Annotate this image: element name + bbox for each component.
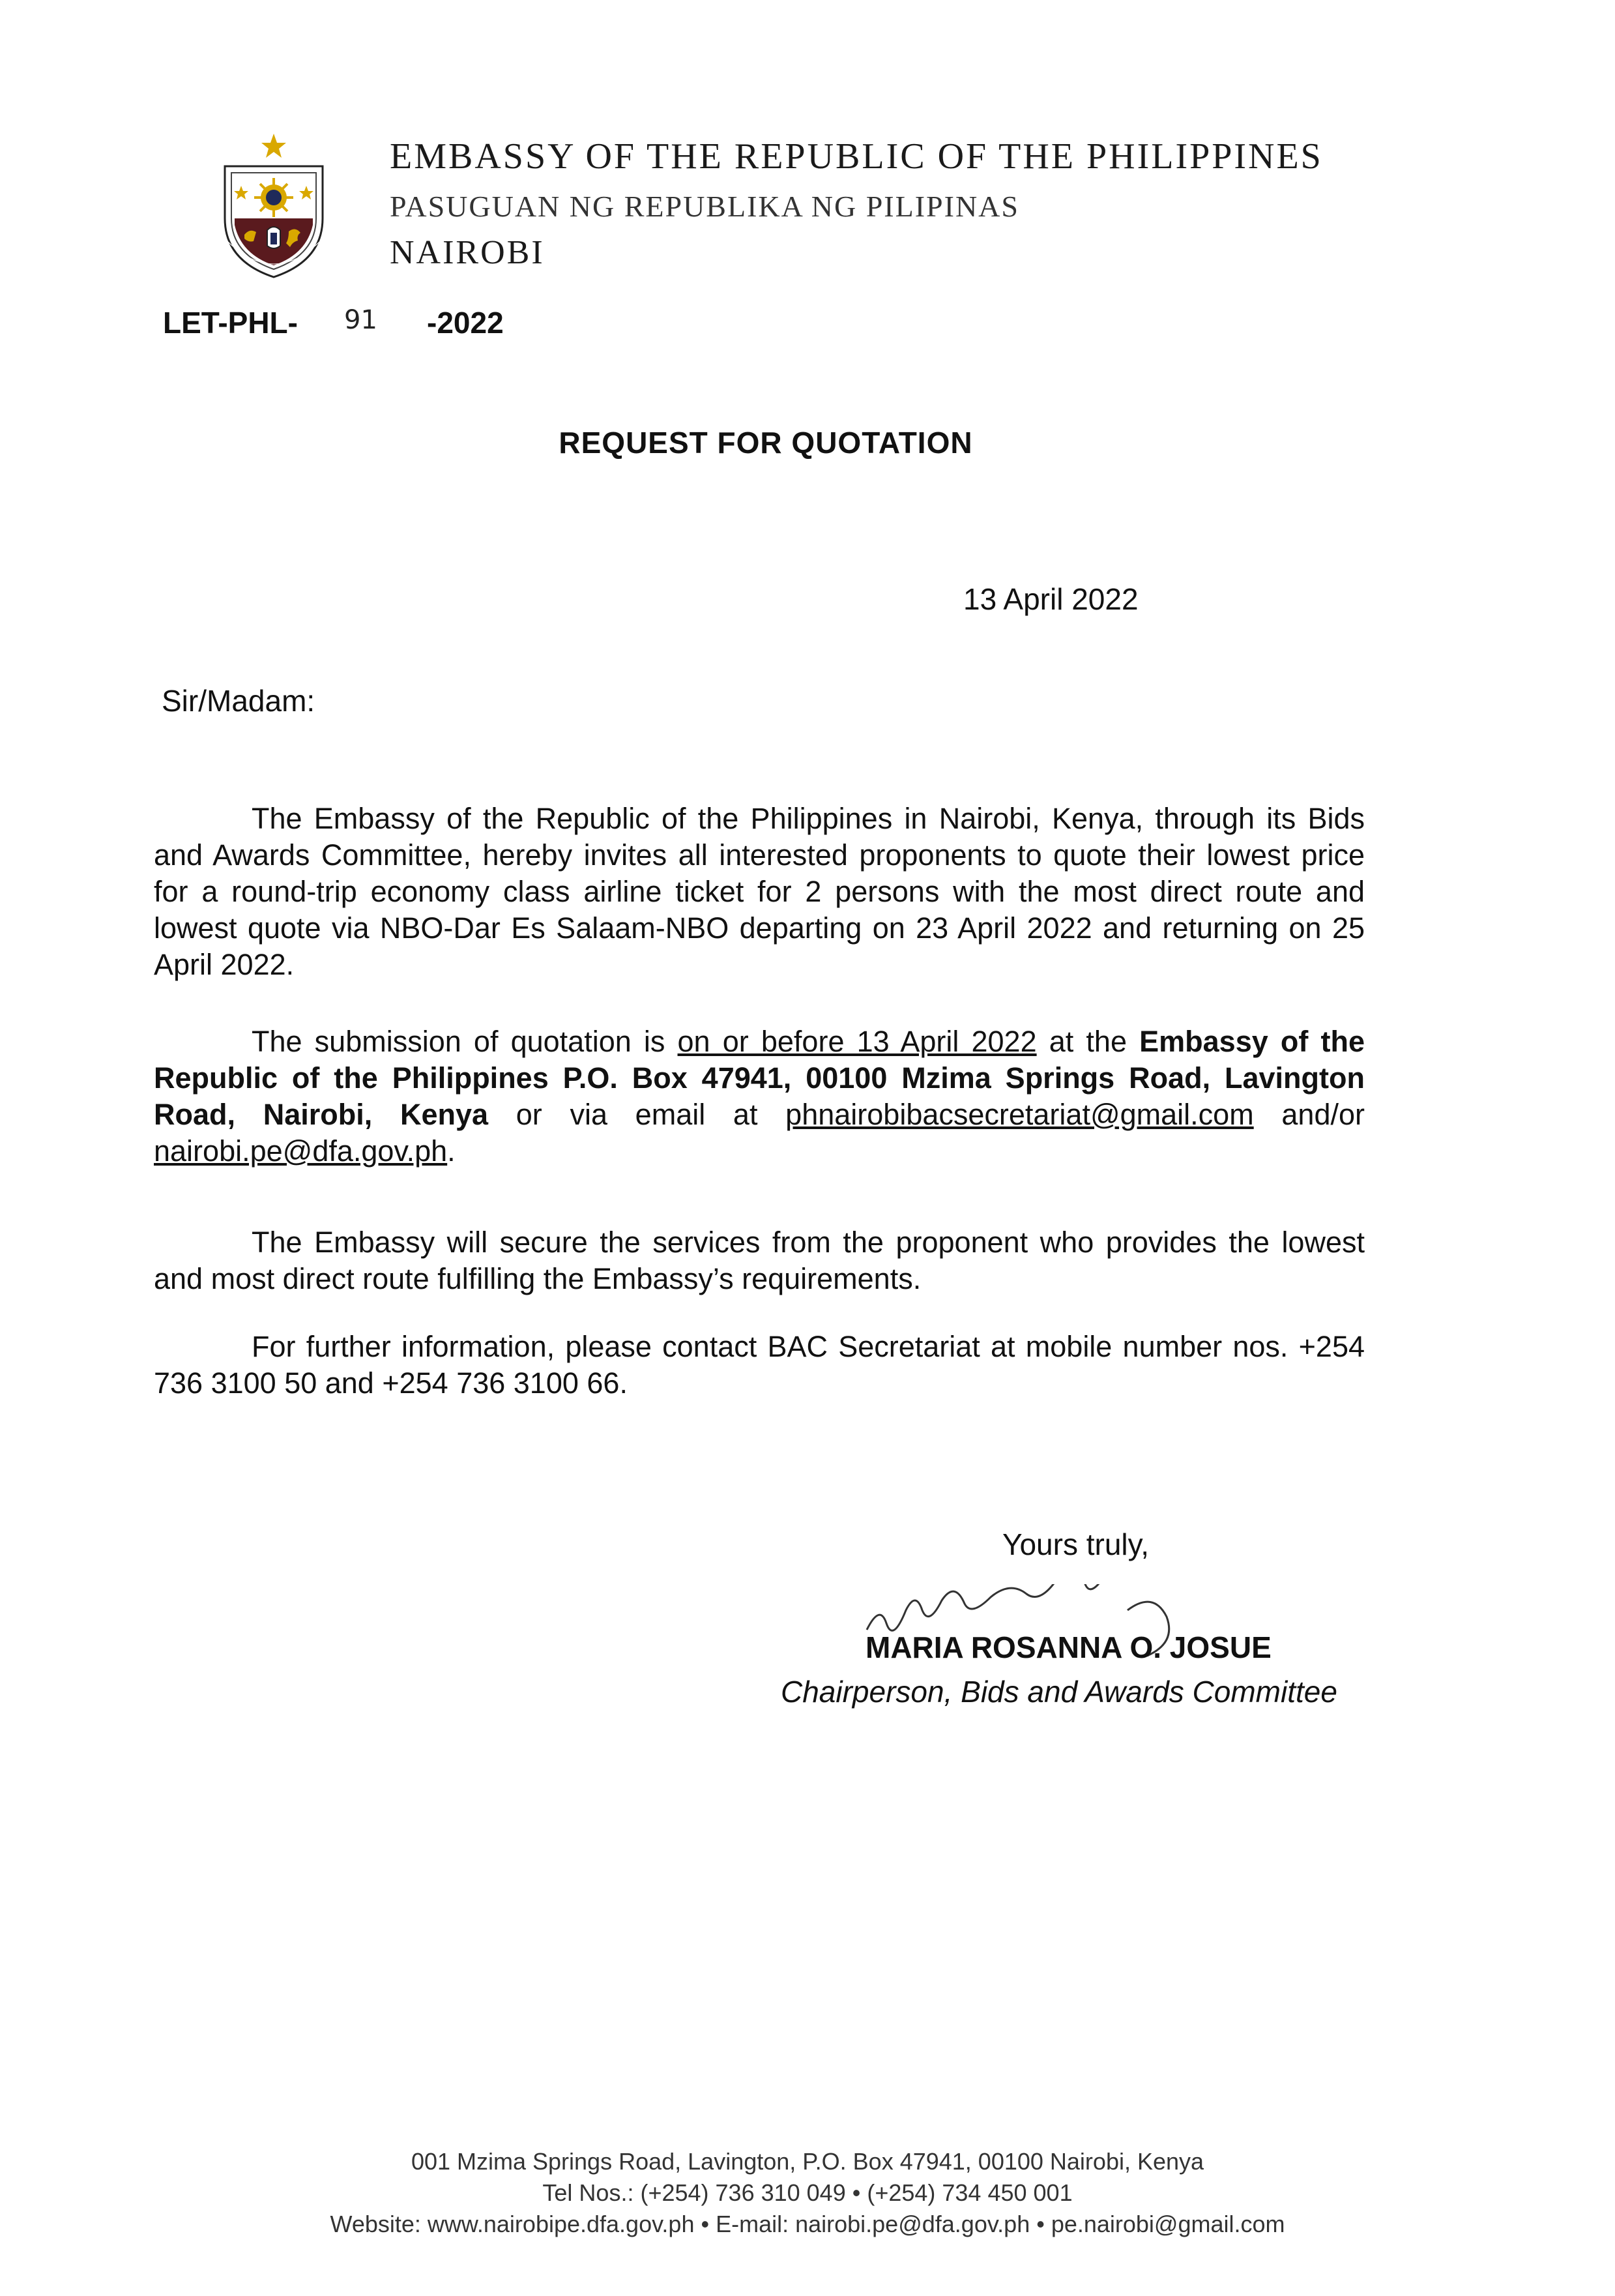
submission-address: Embassy of the Republic of the Philippines P.O. Box 47941, 00100 Mzima Springs Road, Lavington Road, Nairobi, Kenya [154, 1025, 1365, 1131]
body-paragraph-3 [154, 1224, 1365, 1297]
paragraph-text-segment: or via email at [488, 1098, 786, 1131]
paragraph-text: The Embassy of the Republic of the Philippines in Nairobi, Kenya, through its Bids and Awards Committee, hereby invites all interested proponents to quote their lowest price for a round-trip economy class airline ticket for 2 persons with the most direct route and lowest quote via NBO-Dar Es Salaam-NBO departing on 23 April 2022 and returning on 25 April 2022. [154, 802, 1365, 981]
body-paragraph-4 [154, 1329, 1365, 1402]
paragraph-text-segment: The submission of quotation is [252, 1025, 678, 1058]
submission-deadline: on or before 13 April 2022 [677, 1025, 1037, 1058]
paragraph-text-segment: at the [1036, 1025, 1140, 1058]
footer-website-email: Website: www.nairobipe.dfa.gov.ph • E-mail: nairobi.pe@dfa.gov.ph • pe.nairobi@gmail.com [330, 2211, 1285, 2237]
paragraph-text: For further information, please contact BAC Secretariat at mobile number nos. +254 736 3100 50 and +254 736 3100 66. [154, 1330, 1365, 1400]
salutation: Sir/Madam: [162, 684, 315, 718]
embassy-city: NAIROBI [390, 234, 545, 271]
letter-date: 13 April 2022 [963, 582, 1139, 616]
embassy-name-english: EMBASSY OF THE REPUBLIC OF THE PHILIPPINES [390, 136, 1323, 177]
embassy-email-link[interactable]: nairobi.pe@dfa.gov.ph [154, 1134, 448, 1168]
reference-number-handwritten: 91 [344, 305, 377, 335]
philippine-seal-icon [205, 121, 342, 284]
footer-address: 001 Mzima Springs Road, Lavington, P.O. Box 47941, 00100 Nairobi, Kenya [411, 2148, 1204, 2175]
document-title: REQUEST FOR QUOTATION [559, 426, 973, 460]
signer-position: Chairperson, Bids and Awards Committee [781, 1675, 1337, 1709]
body-paragraph-1 [154, 801, 1365, 983]
paragraph-text-segment: and/or [1253, 1098, 1365, 1131]
paragraph-text: The Embassy will secure the services from the proponent who provides the lowest and most direct route fulfilling the Embassy’s requirements. [154, 1226, 1365, 1295]
signer-name: MARIA ROSANNA O. JOSUE [866, 1630, 1272, 1664]
reference-year: -2022 [427, 306, 504, 340]
footer-telephone: Tel Nos.: (+254) 736 310 049 • (+254) 734 450 001 [542, 2179, 1073, 2206]
paragraph-text [154, 1023, 1365, 1170]
paragraph-text-segment: . [447, 1134, 456, 1168]
reference-prefix: LET-PHL- [163, 306, 298, 340]
closing: Yours truly, [1002, 1527, 1149, 1561]
body-paragraph-2 [154, 1023, 1365, 1170]
embassy-name-filipino: PASUGUAN NG REPUBLIKA NG PILIPINAS [390, 190, 1019, 223]
bac-email-link[interactable]: phnairobibacsecretariat@gmail.com [785, 1098, 1254, 1131]
